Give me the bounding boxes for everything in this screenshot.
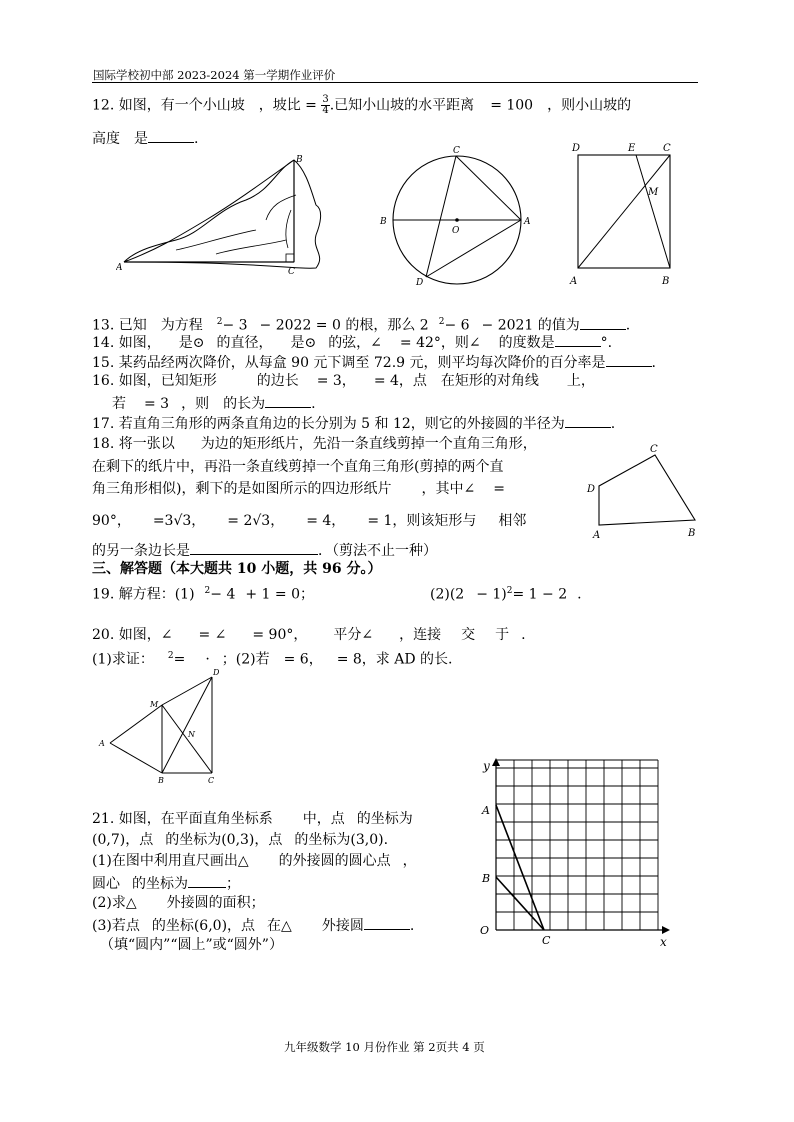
label-B: B [482,872,491,885]
figure-hill [116,150,330,278]
label-B: B [662,276,670,287]
label-C: C [663,143,671,154]
label-E: E [628,143,636,154]
label-D: D [416,278,424,288]
answer-blank-12[interactable] [148,128,194,143]
question-15: 15. 某药品经两次降价，从每盒 90 元下调至 72.9 元，则平均每次降价的百分率是 . [92,352,656,372]
question-18-line1: 18. 将一张以 为边的矩形纸片，先沿一条直线剪掉一个直角三角形， [92,436,537,452]
answer-blank-13[interactable] [580,315,626,330]
label-A: A [482,804,490,817]
label-D: D [587,484,596,495]
label-O: O [452,226,460,236]
answer-blank-16[interactable] [265,393,311,408]
figure-quadrilateral [585,440,705,544]
question-18-line2: 在剩下的纸片中，再沿一条直线剪掉一个直角三角形(剪掉的两个直 [92,459,504,475]
answer-blank-18[interactable] [190,540,318,555]
label-C: C [453,146,460,156]
question-14: 14. 如图， 是⊙ 的直径， 是⊙ 的弦，∠ = 42°，则∠ 的度数是 °. [92,332,612,352]
page-footer: 九年级数学 10 月份作业 第 2页共 4 页 [284,1040,485,1054]
label-N: N [188,730,195,739]
question-21-line3: (1)在图中利用直尺画出△ 的外接圆的圆心点 ， [92,853,417,869]
figure-circle [376,140,536,290]
label-B: B [380,217,387,227]
question-13: 13. 已知 为方程 $^2$− 3 − 2022 = 0 的根，那么 2 $^2$− 6 − 2021 的值为 . [92,313,630,335]
question-21-line2: (0,7)，点 的坐标为(0,3)，点 的坐标为(3,0). [92,832,389,848]
figure-coordinate-grid [476,758,676,958]
section-3-title: 三、解答题（本大题共 10 小题，共 96 分。） [92,561,382,577]
page-header: 国际学校初中部 2023-2024 第一学期作业评价 [93,68,336,82]
question-21-line5: (2)求△ 外接圆的面积； [92,895,265,911]
question-16-line1: 16. 如图，已知矩形 的边长 = 3， = 4，点 在矩形的对角线 上， [92,373,595,389]
question-17: 17. 若直角三角形的两条直角边的长分别为 5 和 12，则它的外接圆的半径为 . [92,413,615,433]
question-21-line4: 圆心 的坐标为 ； [92,873,240,893]
answer-blank-17[interactable] [565,413,611,428]
label-A: A [99,739,105,748]
label-B: B [688,528,696,539]
question-20-line1: 20. 如图，∠ = ∠ = 90°， 平分∠ ，连接 交 于 . [92,627,526,643]
figure-triangles [96,665,226,785]
slope-fraction: $\frac{3}{4}$ [322,94,329,116]
label-C: C [288,267,295,277]
answer-blank-21-1[interactable] [188,873,226,888]
label-y: y [483,759,490,773]
label-M: M [150,700,159,709]
label-x: x [660,935,667,949]
label-A: A [524,217,531,227]
question-18-line4: 90°， =3√3， = 2√3， = 4， = 1，则该矩形与 相邻 [92,513,527,529]
label-M: M [648,187,659,198]
question-18-line3: 角三角形相似)，剩下的是如图所示的四边形纸片 ，其中∠ = [92,481,505,497]
label-B: B [296,155,303,165]
label-A: A [116,263,123,273]
answer-blank-14[interactable] [555,332,601,347]
label-A: A [570,276,578,287]
label-C: C [542,934,551,947]
question-12-line2: 高度 是 . [92,128,198,148]
question-21-line6: (3)若点 的坐标(6,0)，点 在△ 外接圆 . [92,915,414,935]
question-21-line7: （填“圆内”“圆上”或“圆外”） [100,937,283,953]
answer-blank-21-3[interactable] [364,915,410,930]
label-O: O [480,924,490,937]
label-C: C [650,444,658,455]
label-B: B [158,776,164,785]
label-A: A [593,530,601,541]
question-20-line2: (1)求证： $^2$= · ；(2)若 = 6， = 8，求 AD 的长. [92,651,453,668]
label-D: D [213,668,220,677]
question-19-part2: $(2)(2 - 1)^2= 1 - 2$ . [430,586,582,603]
header-rule [92,82,698,83]
question-16-line2: 若 = 3 ，则 的长为 . [112,393,316,413]
answer-blank-15[interactable] [606,352,652,367]
question-19: 19. 解方程：(1) $^2$− 4 + 1 = 0； [92,586,315,603]
question-12-line1: 12. 如图，有一个小山坡 ，坡比 = $\frac{3}{4}$ .已知小山坡的水平距离 = 100 ，则小山坡的 [92,94,632,116]
label-C: C [208,776,215,785]
label-D: D [572,143,581,154]
question-18-line5: 的另一条边长是 ．（剪法不止一种） [92,540,437,560]
question-21-line1: 21. 如图，在平面直角坐标系 中，点 的坐标为 [92,811,413,827]
figure-rectangle [566,140,686,290]
